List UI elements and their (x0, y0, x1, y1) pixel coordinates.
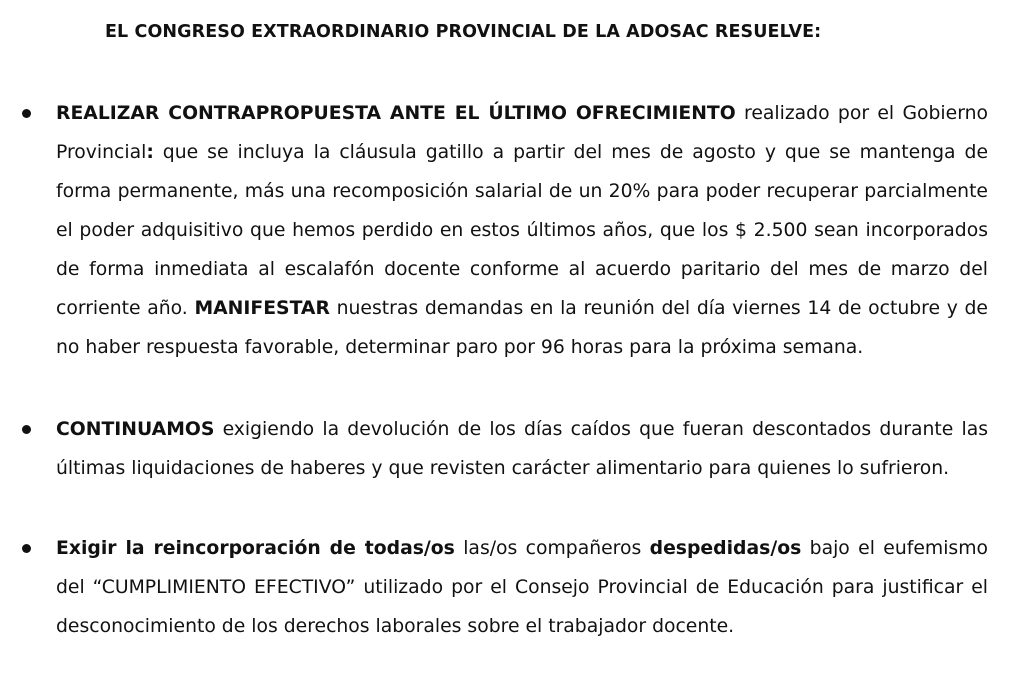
resolution-text: realizado por el Gobierno Provincial (56, 103, 988, 163)
resolution-text: bajo el eufemismo del “CUMPLIMIENTO EFECTIVO” utilizado por el Consejo Provincial de Educación para justificar el desconocimiento de los derechos laborales sobre el trabajador docente. (56, 538, 988, 637)
bullet-icon (22, 544, 31, 553)
resolution-bold-text: despedidas/os (649, 538, 802, 559)
resolution-bold-text: REALIZAR CONTRAPROPUESTA ANTE EL ÚLTIMO OFRECIMIENTO (56, 103, 736, 124)
bullet-icon (22, 425, 31, 434)
resolution-text: nuestras demandas en la reunión del día viernes 14 de octubre y de no haber respuesta favorable, determinar paro por 96 horas para la próxima semana. (56, 298, 988, 358)
resolution-text: exigiendo la devolución de los días caídos que fueran descontados durante las últimas liquidaciones de haberes y que revisten carácter alimentario para quienes lo sufrieron. (56, 419, 988, 479)
bullet-icon (22, 109, 31, 118)
resolution-item-3 (56, 529, 988, 646)
document-heading: EL CONGRESO EXTRAORDINARIO PROVINCIAL DE LA ADOSAC RESUELVE: (105, 22, 822, 42)
resolution-text: que se incluya la cláusula gatillo a partir del mes de agosto y que se mantenga de forma permanente, más una recomposición salarial de un 20% para poder recuperar parcialmente el poder adquisitivo que hemos perdido en estos últimos años, que los $ 2.500 sean incorporados de forma inmediata al escalafón docente conforme al acuerdo paritario del mes de marzo del corriente año. (56, 142, 988, 319)
resolution-bold-text: CONTINUAMOS (56, 419, 215, 440)
resolution-text: las/os compañeros (454, 538, 650, 559)
resolution-bold-text: MANIFESTAR (194, 298, 330, 319)
resolution-item-1 (56, 94, 988, 367)
resolution-bold-text: : (146, 142, 154, 163)
resolution-bold-text: Exigir la reincorporación de todas/os (56, 538, 455, 559)
resolution-item-2 (56, 410, 988, 488)
